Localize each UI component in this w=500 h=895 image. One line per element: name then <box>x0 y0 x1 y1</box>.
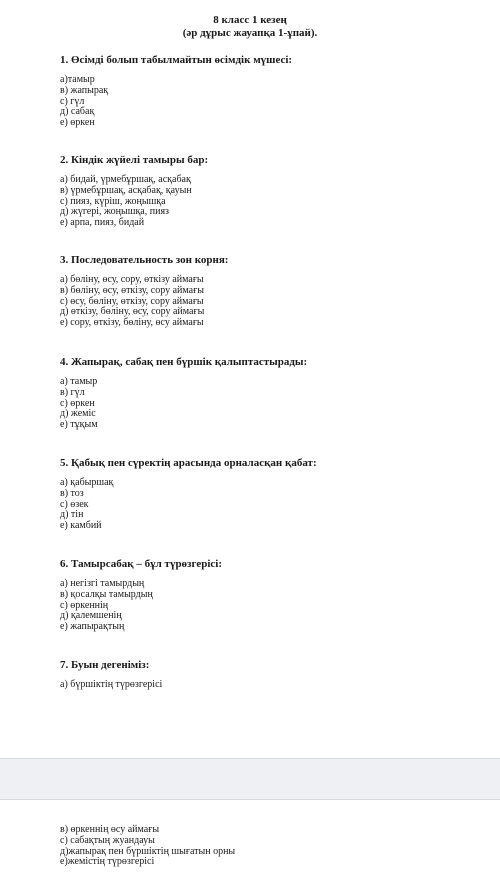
question-5 <box>60 457 490 532</box>
option-a: а) бөліну, өсу, сору, өткізу аймағы <box>60 274 204 285</box>
option-a: а) бүршіктің түрөзгерісі <box>60 679 163 690</box>
option-b: в) үрмебұршақ, асқабақ, қауын <box>60 184 192 196</box>
question-title: 2. Кіндік жүйелі тамыры бар: <box>60 154 209 166</box>
option-c: с) пияз, күріш, жоңышқа <box>60 195 166 207</box>
option-e: е) сору, өткізу, бөліну, өсу аймағы <box>60 317 204 329</box>
option-c: с) өсу, бөліну, өткізу, сору аймағы <box>60 295 204 307</box>
option-e: е) арпа, пияз, бидай <box>60 217 145 229</box>
option-b: в) қосалқы тамырдың <box>60 588 153 600</box>
question-7 <box>60 659 490 691</box>
option-a: а) негізгі тамырдың <box>60 578 145 589</box>
question-1 <box>60 54 490 129</box>
question-3 <box>60 254 490 329</box>
option-a: а) тамыр <box>60 376 98 387</box>
option-d: д) тін <box>60 509 84 521</box>
option-e: е) камбий <box>60 520 102 532</box>
option-d: д) сабақ <box>60 106 95 118</box>
question-title: 7. Буын дегеніміз: <box>60 659 150 671</box>
question-4 <box>60 356 490 431</box>
question-title: 4. Жапырақ, сабақ пен бүршік қалыптастырады: <box>60 356 308 368</box>
option-b: в) бөліну, өсу, өткізу, сору аймағы <box>60 284 204 296</box>
question-title: 3. Последовательность зон корня: <box>60 254 229 266</box>
question-7-continued <box>60 825 490 868</box>
option-e: е)жемістің түрөзгерісі <box>60 856 155 868</box>
question-title: 5. Қабық пен сүректің арасында орналасқан қабат: <box>60 457 317 469</box>
document-header <box>0 14 500 40</box>
option-a: а) қабыршақ <box>60 477 114 488</box>
option-d: д) өткізу, бөліну, өсу, сору аймағы <box>60 306 205 318</box>
option-d: д)жапырақ пен бүршіктің шығатын орны <box>60 845 236 857</box>
option-c: с) өркеннің <box>60 599 109 611</box>
option-a: а) бидай, үрмебұршақ, асқабақ <box>60 174 191 185</box>
option-a: а)тамыр <box>60 74 95 85</box>
header-class-line: 8 класс 1 кезең <box>213 14 287 26</box>
page-break-gap <box>0 758 500 800</box>
option-d: д) жеміс <box>60 408 96 420</box>
header-scoring-line: (әр дұрыс жауапқа 1-ұпай). <box>182 27 318 39</box>
question-title: 6. Тамырсабақ – бұл түрөзгерісі: <box>60 558 222 570</box>
option-b: в) өркеннің өсу аймағы <box>60 824 160 835</box>
option-c: с) өзек <box>60 498 89 510</box>
option-c: с) гүл <box>60 95 85 107</box>
question-6 <box>60 558 490 633</box>
option-c: с) сабақтың жуандауы <box>60 834 155 846</box>
option-c: с) өркен <box>60 397 95 409</box>
option-b: в) гүл <box>60 386 85 398</box>
option-b: в) жапырақ <box>60 84 109 96</box>
option-e: е) өркен <box>60 117 95 129</box>
option-e: е) жапырақтың <box>60 621 125 633</box>
question-2 <box>60 154 490 229</box>
option-e: е) тұқым <box>60 419 98 431</box>
option-d: д) жүгері, жоңышқа, пияз <box>60 206 169 218</box>
option-b: в) тоз <box>60 487 84 499</box>
question-title: 1. Өсімді болып табылмайтын өсімдік мүшесі: <box>60 54 293 66</box>
option-d: д) қалемшенің <box>60 610 122 622</box>
